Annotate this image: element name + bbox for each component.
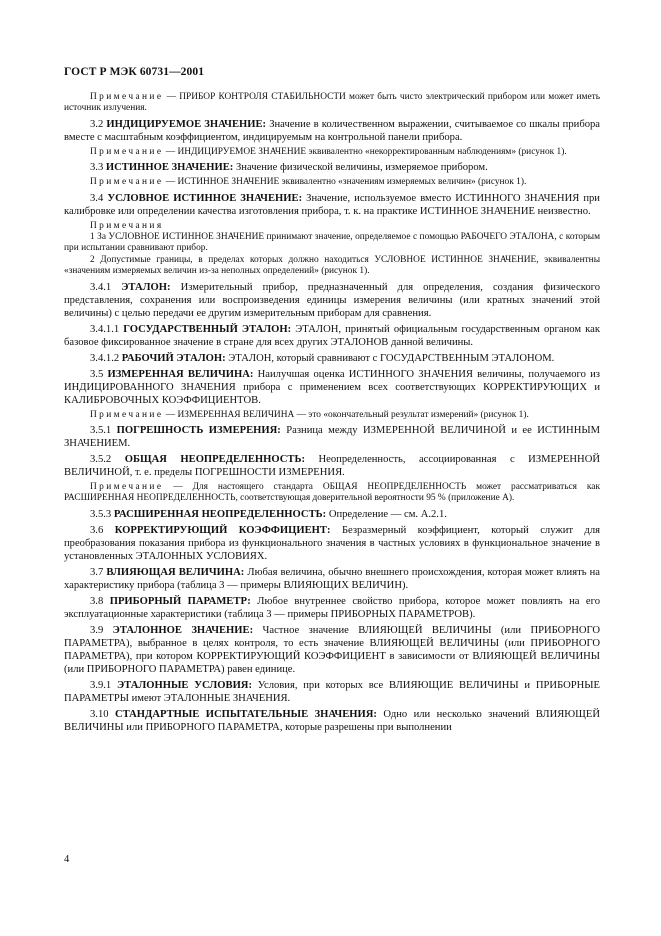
- definition-paragraph: [64, 424, 600, 450]
- clause-number: 3.9.1: [90, 679, 112, 691]
- note-paragraph: [64, 177, 600, 188]
- note-lead: Примечание: [90, 482, 164, 493]
- clause-number: 3.5.3: [90, 508, 112, 520]
- definition-paragraph: [64, 624, 600, 676]
- note-text: — ИНДИЦИРУЕМОЕ ЗНАЧЕНИЕ эквивалентно «некорректированным наблюдениям» (рисунок 1).: [163, 146, 567, 157]
- note-paragraph: [64, 410, 600, 421]
- note-text: — Для настоящего стандарта ОБЩАЯ НЕОПРЕДЕЛЕННОСТЬ может рассматриваться как РАСШИРЕННАЯ НЕОПРЕДЕЛЕННОСТЬ, соответствующая доверительной вероятности 95 % (приложение А).: [64, 482, 600, 504]
- definition-text: Неопределенность, ассоциированная с ИЗМЕРЕННОЙ ВЕЛИЧИНОЙ, т. е. пределы ПОГРЕШНОСТИ ИЗМЕРЕНИЯ.: [64, 454, 600, 479]
- note-item: 2 Допустимые границы, в пределах которых должно находиться УСЛОВНОЕ ИСТИННОЕ ЗНАЧЕНИЕ, эквивалентны «значениям измеряемых величин из-за неполных определений» (рисунок 1).: [64, 254, 600, 277]
- definition-paragraph: [64, 508, 600, 521]
- defined-term: ИЗМЕРЕННАЯ ВЕЛИЧИНА:: [107, 368, 254, 380]
- definition-paragraph: [64, 281, 600, 320]
- definition-paragraph: [64, 679, 600, 705]
- definition-paragraph: [64, 566, 600, 592]
- note-lead: Примечание: [90, 92, 164, 102]
- clause-number: 3.10: [90, 708, 109, 720]
- note-text: — ИСТИННОЕ ЗНАЧЕНИЕ эквивалентно «значениям измеряемых величин» (рисунок 1).: [163, 177, 527, 188]
- defined-term: РАБОЧИЙ ЭТАЛОН:: [121, 352, 226, 364]
- defined-term: УСЛОВНОЕ ИСТИННОЕ ЗНАЧЕНИЕ:: [107, 192, 303, 204]
- definition-text: Значение, используемое вместо ИСТИННОГО ЗНАЧЕНИЯ при калибровке или определении качества изготовления прибора, т. к. на практике ИСТИННОЕ ЗНАЧЕНИЕ неизвестно.: [64, 192, 600, 217]
- definition-text: Частное значение ВЛИЯЮЩЕЙ ВЕЛИЧИНЫ (или ПРИБОРНОГО ПАРАМЕТРА), выбранное в целях контроля, то есть значение ВЛИЯЮЩЕЙ ВЕЛИЧИНЫ (или ПРИБОРНОГО ПАРАМЕТРА), при котором КОРРЕКТИРУЮЩИЙ КОЭФФИЦИЕНТ в зависимости от ВЛИЯЮЩЕЙ ВЕЛИЧИНЫ (или ПРИБОРНОГО ПАРАМЕТРА) равен единице.: [64, 624, 601, 675]
- defined-term: КОРРЕКТИРУЮЩИЙ КОЭФФИЦИЕНТ:: [114, 524, 331, 536]
- definition-text: Одно или несколько значений ВЛИЯЮЩЕЙ ВЕЛИЧИНЫ или ПРИБОРНОГО ПАРАМЕТРА, которые разрешены при выполнении: [64, 708, 600, 733]
- definition-paragraph: [64, 453, 600, 479]
- definition-text: Наилучшая оценка ИСТИННОГО ЗНАЧЕНИЯ величины, получаемого из ИНДИЦИРОВАННОГО ЗНАЧЕНИЯ прибора с применением всех соответствующих КОРРЕКТИРУЮЩИХ и КАЛИБРОВОЧНЫХ КОЭФФИЦИЕНТОВ.: [64, 368, 600, 406]
- defined-term: ЭТАЛОН:: [121, 281, 171, 293]
- clause-number: 3.5: [90, 368, 104, 380]
- notes-heading: Примечания: [90, 220, 164, 231]
- defined-term: ВЛИЯЮЩАЯ ВЕЛИЧИНА:: [106, 566, 245, 578]
- clause-number: 3.7: [90, 566, 104, 578]
- definition-paragraph: [64, 192, 600, 218]
- definition-paragraph: [64, 595, 600, 621]
- definition-text: Значение физической величины, измеряемое прибором.: [233, 162, 488, 174]
- defined-term: СТАНДАРТНЫЕ ИСПЫТАТЕЛЬНЫЕ ЗНАЧЕНИЯ:: [114, 708, 377, 720]
- definition-paragraph: [64, 352, 600, 365]
- clause-number: 3.4: [90, 192, 104, 204]
- notes-block: [64, 221, 600, 278]
- defined-term: ПРИБОРНЫЙ ПАРАМЕТР:: [109, 595, 251, 607]
- definition-text: Значение в количественном выражении, считываемое со шкалы прибора вместе с масштабным коэффициентом, индицируемым на контрольной панели прибора.: [64, 118, 600, 143]
- note-paragraph: [64, 147, 600, 158]
- definition-text: Измерительный прибор, предназначенный для определения, создания физического представления, сохранения или воспроизведения единицы измерения величины (или кратных значений этой величины) с целью передачи ее другим измерительным приборам для сравнения.: [64, 281, 600, 319]
- definition-text: Любая величина, обычно внешнего происхождения, которая может влиять на характеристику прибора (таблица 3 — примеры ВЛИЯЮЩИХ ВЕЛИЧИН).: [64, 566, 600, 591]
- clause-number: 3.8: [90, 595, 104, 607]
- definition-paragraph: [64, 368, 600, 407]
- defined-term: ПОГРЕШНОСТЬ ИЗМЕРЕНИЯ:: [116, 425, 281, 437]
- note-lead: Примечание: [90, 146, 164, 157]
- note-lead: Примечание: [90, 409, 164, 420]
- clause-number: 3.4.1.2: [90, 352, 120, 364]
- note-lead: Примечание: [90, 177, 164, 188]
- defined-term: ИСТИННОЕ ЗНАЧЕНИЕ:: [105, 162, 234, 174]
- clause-number: 3.3: [90, 162, 104, 174]
- clause-number: 3.9: [90, 624, 104, 636]
- defined-term: ЭТАЛОННОЕ ЗНАЧЕНИЕ:: [112, 624, 254, 636]
- defined-term: ИНДИЦИРУЕМОЕ ЗНАЧЕНИЕ:: [106, 118, 267, 130]
- definition-text: Определение — см. А.2.1.: [326, 508, 447, 520]
- document-body: [64, 92, 600, 737]
- clause-number: 3.6: [90, 524, 104, 536]
- clause-number: 3.4.1: [90, 281, 112, 293]
- definition-text: Условия, при которых все ВЛИЯЮЩИЕ ВЕЛИЧИНЫ и ПРИБОРНЫЕ ПАРАМЕТРЫ имеют ЭТАЛОННЫЕ ЗНАЧЕНИЯ.: [64, 679, 600, 704]
- definition-text: Любое внутреннее свойство прибора, которое может повлиять на его эксплуатационные характеристики (таблица 3 — примеры ПРИБОРНЫХ ПАРАМЕТРОВ).: [64, 595, 600, 620]
- page-number: 4: [64, 854, 70, 865]
- note-text: — ИЗМЕРЕННАЯ ВЕЛИЧИНА — это «окончательный результат измерений» (рисунок 1).: [163, 409, 529, 420]
- definition-paragraph: [64, 118, 600, 144]
- definition-text: Разница между ИЗМЕРЕННОЙ ВЕЛИЧИНОЙ и ее ИСТИННЫМ ЗНАЧЕНИЕМ.: [64, 425, 601, 450]
- clause-number: 3.5.1: [90, 425, 112, 437]
- definition-text: ЭТАЛОН, который сравнивают с ГОСУДАРСТВЕННЫМ ЭТАЛОНОМ.: [225, 352, 555, 364]
- defined-term: ГОСУДАРСТВЕННЫЙ ЭТАЛОН:: [123, 323, 292, 335]
- defined-term: ОБЩАЯ НЕОПРЕДЕЛЕННОСТЬ:: [124, 454, 305, 466]
- definition-paragraph: [64, 524, 600, 563]
- definition-text: ЭТАЛОН, принятый официальным государственным органом как базовое фиксированное значение в стране для всех других ЭТАЛОНОВ данной величины.: [64, 323, 600, 348]
- note-paragraph: [64, 92, 600, 115]
- definition-paragraph: [64, 323, 600, 349]
- note-text: — ПРИБОР КОНТРОЛЯ СТАБИЛЬНОСТИ может быть чисто электрический прибором или может иметь источник излучения.: [64, 92, 600, 114]
- defined-term: РАСШИРЕННАЯ НЕОПРЕДЕЛЕННОСТЬ:: [113, 508, 327, 520]
- clause-number: 3.4.1.1: [90, 323, 120, 335]
- definition-text: Безразмерный коэффициент, который служит для преобразования показания прибора из функционального значения в частных условиях в функциональное значение в установленных ЭТАЛОННЫХ УСЛОВИЯХ.: [64, 524, 600, 562]
- clause-number: 3.5.2: [90, 454, 112, 466]
- clause-number: 3.2: [90, 118, 104, 130]
- defined-term: ЭТАЛОННЫЕ УСЛОВИЯ:: [116, 679, 252, 691]
- note-paragraph: [64, 482, 600, 505]
- note-item: 1 За УСЛОВНОЕ ИСТИННОЕ ЗНАЧЕНИЕ принимают значение, определяемое с помощью РАБОЧЕГО ЭТАЛОНА, с которым при испытании сравнивают прибор.: [64, 232, 600, 254]
- definition-paragraph: [64, 161, 600, 174]
- page-header-title: ГОСТ Р МЭК 60731—2001: [64, 66, 205, 78]
- definition-paragraph: [64, 708, 600, 734]
